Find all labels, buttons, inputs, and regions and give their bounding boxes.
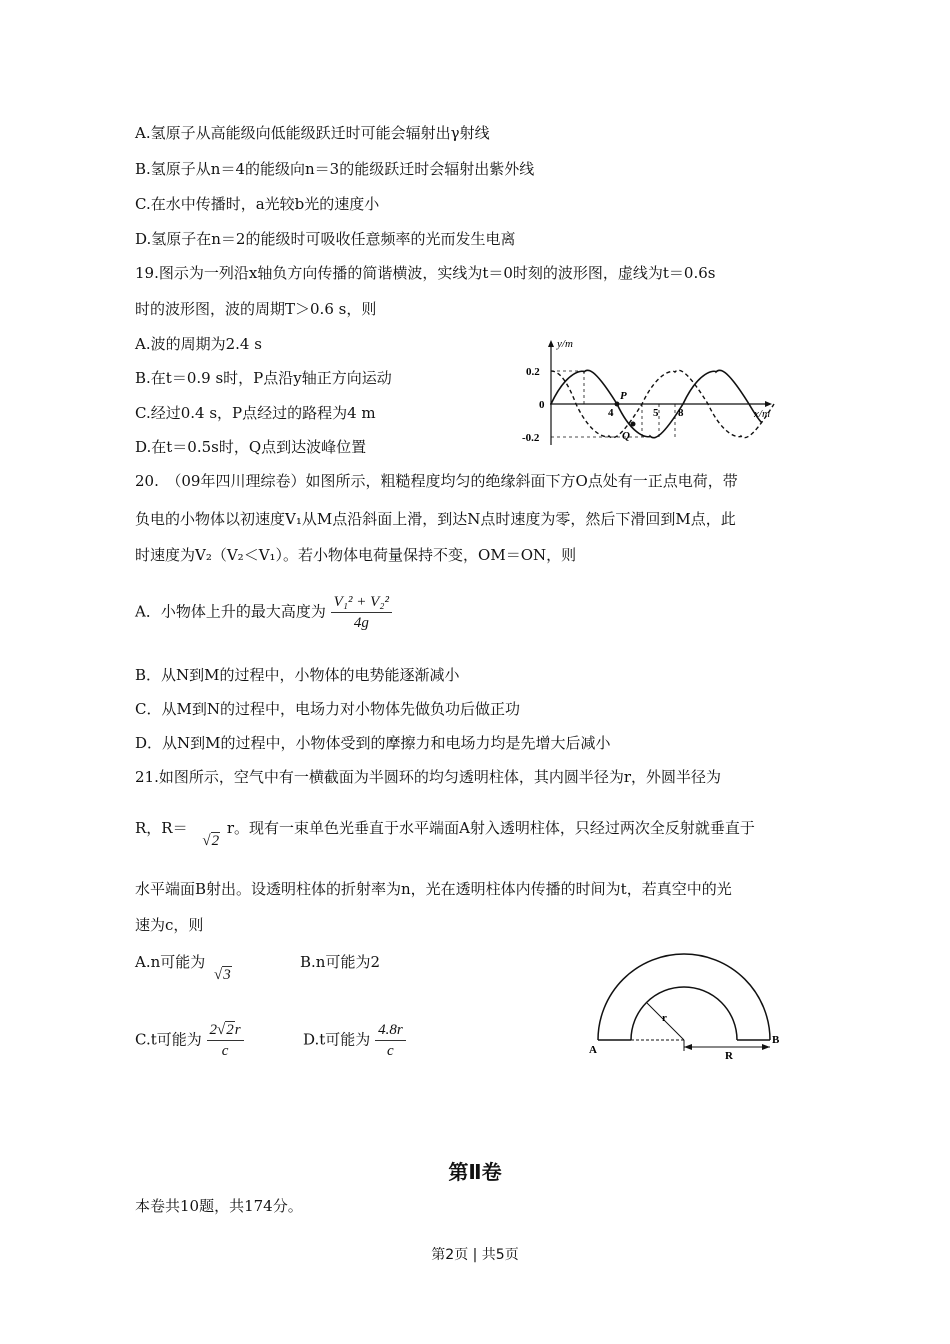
wave-y-axis-label: y/m	[557, 338, 573, 350]
wave-tick-8: 8	[678, 407, 684, 419]
wave-point-q-label: Q	[622, 430, 630, 442]
q21-option-d-numerator: 4.8r	[378, 1022, 403, 1038]
wave-y-bottom-label: -0.2	[522, 432, 540, 444]
ring-label-a: A	[589, 1044, 597, 1056]
q18-option-b: B.氢原子从n＝4的能级向n＝3的能级跃迁时会辐射出紫外线	[135, 160, 535, 178]
q21-option-d	[303, 1020, 406, 1061]
q20-option-b: B．从N到M的过程中，小物体的电势能逐渐减小	[135, 666, 460, 684]
wave-origin-label: 0	[539, 399, 545, 411]
q21-option-c-fraction	[207, 1020, 244, 1061]
q21-option-a	[135, 952, 232, 985]
q21-option-d-fraction	[375, 1020, 406, 1061]
wave-tick-4: 4	[608, 407, 614, 419]
q19-option-a: A.波的周期为2.4 s	[135, 335, 262, 353]
q20-option-a-denominator: 4g	[331, 612, 392, 633]
q21-option-b: B.n可能为2	[300, 953, 380, 971]
q21-option-c	[135, 1020, 244, 1061]
q19-option-b: B.在t＝0.9 s时，P点沿y轴正方向运动	[135, 369, 392, 387]
q20-option-a-text: A．小物体上升的最大高度为	[135, 602, 326, 621]
ring-inner-arc	[631, 987, 737, 1040]
q21-line2-suffix: r。现有一束单色光垂直于水平端面A射入透明柱体，只经过两次全反射就垂直于	[226, 819, 755, 837]
q21-line2-prefix: R，R＝	[135, 819, 188, 837]
wave-figure	[520, 335, 800, 450]
q21-option-d-denominator: c	[375, 1040, 406, 1061]
q21-line1: 21.如图所示，空气中有一横截面为半圆环的均匀透明柱体，其内圆半径为r，外圆半径为	[135, 768, 722, 786]
q20-option-c: C．从M到N的过程中，电场力对小物体先做负功后做正功	[135, 700, 520, 718]
ring-label-r: r	[662, 1012, 667, 1024]
ring-figure	[585, 945, 785, 1060]
q21-option-c-coef: 2	[209, 1022, 218, 1038]
wave-y-top-label: 0.2	[526, 366, 540, 378]
ring-label-b: B	[772, 1034, 780, 1046]
wave-point-p-label: P	[620, 390, 627, 402]
q19-option-c: C.经过0.4 s，P点经过的路程为4 m	[135, 404, 376, 422]
q21-line2	[135, 818, 755, 851]
wave-tick-5: 5	[653, 407, 659, 419]
q20-option-a-numerator: V₁² + V₂²	[333, 594, 389, 610]
section-note: 本卷共10题，共174分。	[135, 1197, 303, 1215]
q21-option-c-var: r	[234, 1022, 241, 1038]
q20-line2: 负电的小物体以初速度V₁从M点沿斜面上滑，到达N点时速度为零，然后下滑回到M点，此	[135, 510, 736, 528]
q21-option-d-text: D.t可能为	[303, 1030, 371, 1049]
q21-option-c-denominator: c	[207, 1040, 244, 1061]
q21-option-a-sqrt: √3	[214, 967, 231, 983]
q21-option-c-text: C.t可能为	[135, 1030, 202, 1049]
q18-option-d: D.氢原子在n＝2的能级时可吸收任意频率的光而发生电离	[135, 230, 516, 248]
q21-line4: 速为c，则	[135, 916, 204, 934]
section-title: 第Ⅱ卷	[448, 1160, 502, 1184]
q21-line3: 水平端面B射出。设透明柱体的折射率为n，光在透明柱体内传播的时间为t，若真空中的光	[135, 880, 732, 898]
q21-option-c-numerator: 2√2r	[209, 1022, 241, 1038]
q21-sqrt2-radicand: 2	[211, 833, 220, 849]
q20-line3: 时速度为V₂（V₂＜V₁）。若小物体电荷量保持不变，OM＝ON，则	[135, 546, 577, 564]
q21-option-c-radicand: 2	[226, 1022, 234, 1038]
q19-option-d: D.在t＝0.5s时，Q点到达波峰位置	[135, 438, 367, 456]
q19-stem-line2: 时的波形图，波的周期T＞0.6 s，则	[135, 300, 377, 318]
page-footer: 第2页 | 共5页	[431, 1247, 519, 1263]
wave-point-p	[615, 402, 620, 407]
q18-option-c: C.在水中传播时，a光较b光的速度小	[135, 195, 380, 213]
q21-option-a-text: A.n可能为	[135, 953, 206, 971]
q19-stem-line1: 19.图示为一列沿x轴负方向传播的简谐横波，实线为t＝0时刻的波形图，虚线为t＝0.6s	[135, 264, 716, 282]
wave-x-axis-label: x/m	[754, 408, 770, 420]
q21-option-a-radicand: 3	[223, 967, 231, 983]
q20-option-a-fraction	[331, 592, 392, 633]
ring-label-r-big: R	[725, 1050, 733, 1060]
q20-option-d: D．从N到M的过程中，小物体受到的摩擦力和电场力均是先增大后减小	[135, 734, 611, 752]
q21-sqrt2: √2	[202, 833, 220, 849]
q20-line1: 20. （09年四川理综卷）如图所示，粗糙程度均匀的绝缘斜面下方O点处有一正点电荷，带	[135, 472, 738, 490]
q20-option-a	[135, 592, 392, 633]
q18-option-a: A.氢原子从高能级向低能级跃迁时可能会辐射出γ射线	[135, 124, 490, 142]
wave-point-q	[631, 422, 636, 427]
ring-outer-arc	[598, 954, 770, 1040]
